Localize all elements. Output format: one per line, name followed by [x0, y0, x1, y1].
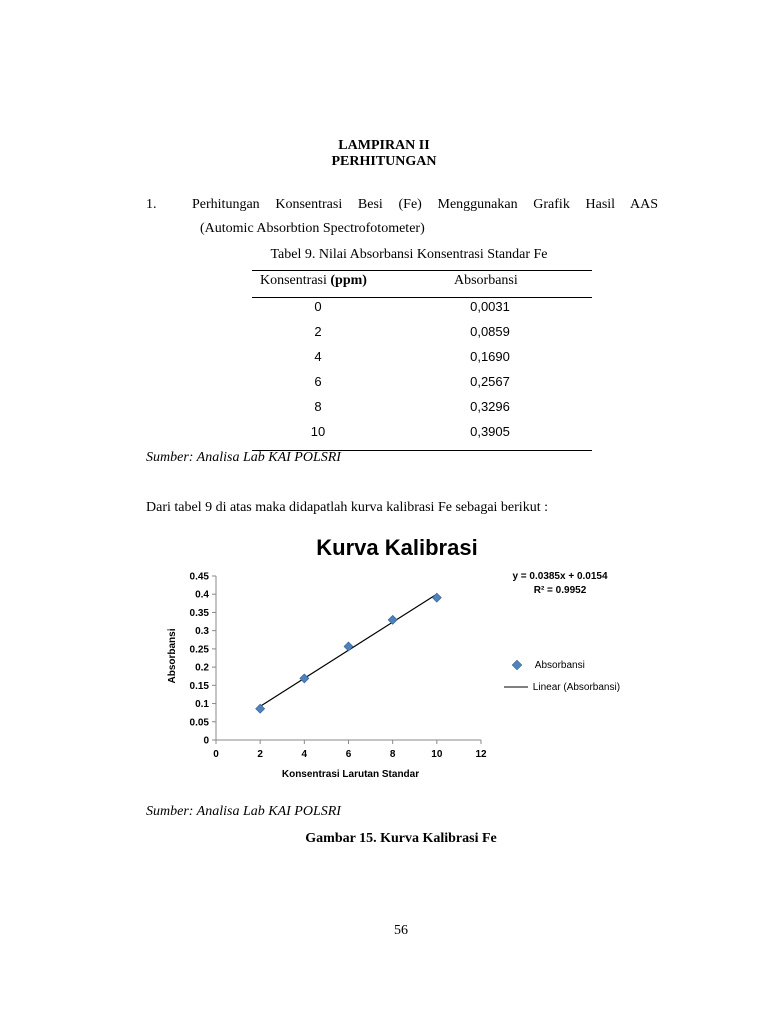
table-source: Sumber: Analisa Lab KAI POLSRI: [146, 450, 341, 465]
table-row: [252, 399, 592, 424]
line-marker-icon: [504, 682, 528, 692]
table-top-rule: [252, 270, 592, 271]
cell-konsentrasi: 6: [314, 374, 322, 389]
x-axis-label: Konsentrasi Larutan Standar: [281, 769, 420, 780]
y-tick-label: 0.25: [189, 644, 209, 656]
x-tick-label: 0: [213, 749, 219, 760]
y-tick-label: 0.15: [189, 680, 209, 692]
table-row: [252, 349, 592, 374]
regression-equation: y = 0.0385x + 0.0154: [512, 571, 608, 582]
appendix-subtitle: PERHITUNGAN: [331, 154, 437, 169]
cell-absorbansi: 0,2567: [470, 374, 510, 389]
cell-konsentrasi: 10: [310, 424, 326, 439]
appendix-heading: [0, 138, 768, 170]
y-tick-label: 0: [203, 735, 209, 747]
header-ppm-label: (ppm): [326, 273, 367, 288]
data-point: [256, 704, 265, 713]
cell-konsentrasi: 2: [314, 324, 322, 339]
appendix-title: LAMPIRAN II: [338, 138, 430, 153]
table-row: [252, 324, 592, 349]
legend-item-absorbansi: [512, 660, 585, 671]
cell-absorbansi: 0,3296: [470, 399, 510, 414]
x-tick-label: 12: [475, 749, 487, 760]
table-row: [252, 424, 592, 449]
chart-title: Kurva Kalibrasi: [316, 535, 478, 560]
calibration-chart: [0, 560, 768, 790]
cell-konsentrasi: 4: [314, 349, 322, 364]
y-tick-label: 0.2: [195, 662, 209, 674]
y-tick-label: 0.1: [195, 699, 209, 711]
item-text-line2: (Automic Absorbtion Spectrofotometer): [200, 221, 425, 236]
x-tick-label: 2: [257, 749, 263, 760]
cell-absorbansi: 0,0859: [470, 324, 510, 339]
x-tick-label: 8: [389, 749, 396, 760]
table-row: [252, 374, 592, 399]
r-squared: R² = 0.9952: [533, 585, 587, 596]
item-number: 1.: [146, 197, 157, 212]
page-number: 56: [394, 923, 408, 938]
y-tick-label: 0.4: [195, 589, 209, 601]
chart-source: Sumber: Analisa Lab KAI POLSRI: [146, 804, 341, 819]
legend-label: Linear (Absorbansi): [532, 682, 621, 693]
y-tick-label: 0.3: [195, 626, 209, 638]
data-point: [344, 642, 353, 651]
figure-caption: Gambar 15. Kurva Kalibrasi Fe: [305, 831, 497, 846]
table-header-konsentrasi: [260, 273, 367, 289]
cell-absorbansi: 0,1690: [470, 349, 510, 364]
table-header-rule: [252, 297, 592, 298]
item-text-line1: Perhitungan Konsentrasi Besi (Fe) Menggunakan Grafik Hasil AAS: [192, 197, 658, 212]
cell-konsentrasi: 8: [314, 399, 322, 414]
cell-absorbansi: 0,0031: [470, 299, 510, 314]
data-point: [432, 593, 441, 602]
x-tick-label: 10: [431, 749, 443, 760]
table-header-absorbansi: Absorbansi: [454, 273, 518, 288]
paragraph: Dari tabel 9 di atas maka didapatlah kurva kalibrasi Fe sebagai berikut :: [146, 500, 548, 515]
regression-annotation: [480, 570, 640, 598]
cell-absorbansi: 0,3905: [470, 424, 510, 439]
diamond-marker-icon: [512, 660, 522, 670]
legend-item-linear: [504, 682, 620, 693]
table-caption: Tabel 9. Nilai Absorbansi Konsentrasi Standar Fe: [270, 247, 548, 262]
header-konsentrasi-label: Konsentrasi: [260, 273, 327, 288]
cell-konsentrasi: 0: [314, 299, 322, 314]
y-axis-label: Absorbansi: [167, 628, 178, 684]
data-point: [300, 674, 309, 683]
legend-label: Absorbansi: [534, 660, 585, 671]
y-tick-label: 0.45: [189, 571, 209, 583]
y-tick-label: 0.05: [189, 717, 209, 729]
x-tick-label: 4: [301, 749, 308, 760]
x-tick-label: 6: [345, 749, 352, 760]
table-row: [252, 299, 592, 324]
data-point: [388, 615, 397, 624]
y-tick-label: 0.35: [189, 607, 209, 619]
